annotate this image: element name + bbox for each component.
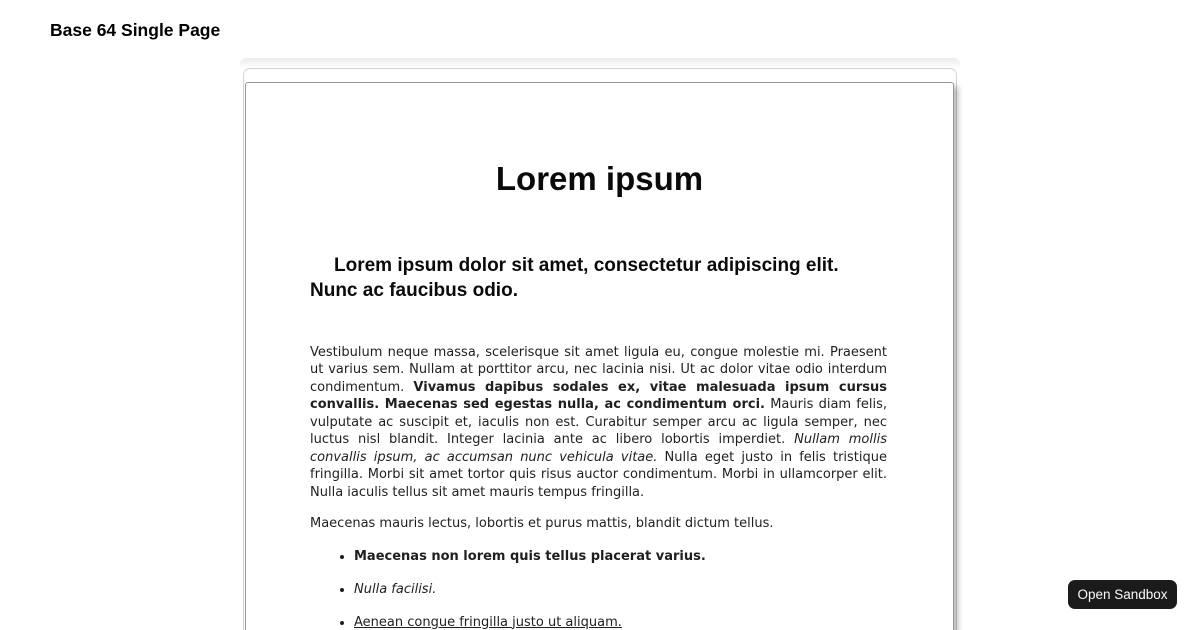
- document-subtitle: Lorem ipsum dolor sit amet, consectetur adipiscing elit. Nunc ac faucibus odio.: [310, 254, 839, 302]
- paragraph-segment: Mauris diam felis, vulputate ac suscipit et, iaculis non est. Curabitur semper arcu ac ligula semper, nec luctus nisl blandit. Integer lacinia ante ac libero lobortis imperdiet.: [310, 397, 888, 448]
- frame-top-shadow: [240, 58, 960, 68]
- list-item: • Aenean congue fringilla justo ut aliquam.: [354, 614, 887, 630]
- document-list: [310, 548, 887, 630]
- paragraph-segment: Nulla eget justo in felis tristique fringilla. Morbi sit amet tortor quis risus auctor condimentum. Morbi in ullamcorper elit. Nulla iaculis tellus sit amet mauris tempus fringilla.: [310, 449, 887, 500]
- list-item: • Nulla facilisi.: [354, 581, 887, 599]
- paragraph-bold-segment: Vivamus dapibus sodales ex, vitae malesuada ipsum cursus convallis. Maecenas sed egestas nulla, ac condimentum orci.: [310, 379, 887, 413]
- open-sandbox-button[interactable]: Open Sandbox: [1068, 580, 1177, 609]
- paragraph-segment: Vestibulum neque massa, scelerisque sit amet ligula eu, congue molestie mi. Praesent ut varius sem. Nullam at porttitor arcu, nec lacinia nisi. Ut ac dolor vitae odio interdum condimentum.: [310, 344, 887, 395]
- document-paragraph-2: Maecenas mauris lectus, lobortis et purus mattis, blandit dictum tellus.: [310, 516, 774, 532]
- document-paragraph-1: [310, 344, 887, 502]
- page-title: Base 64 Single Page: [50, 20, 221, 40]
- document-heading: Lorem ipsum: [495, 160, 704, 197]
- document-page: [245, 82, 954, 630]
- paragraph-italic-segment: Nullam mollis convallis ipsum, ac accumsan nunc vehicula vitae.: [310, 432, 887, 465]
- list-item: • Maecenas non lorem quis tellus placerat varius.: [354, 548, 887, 566]
